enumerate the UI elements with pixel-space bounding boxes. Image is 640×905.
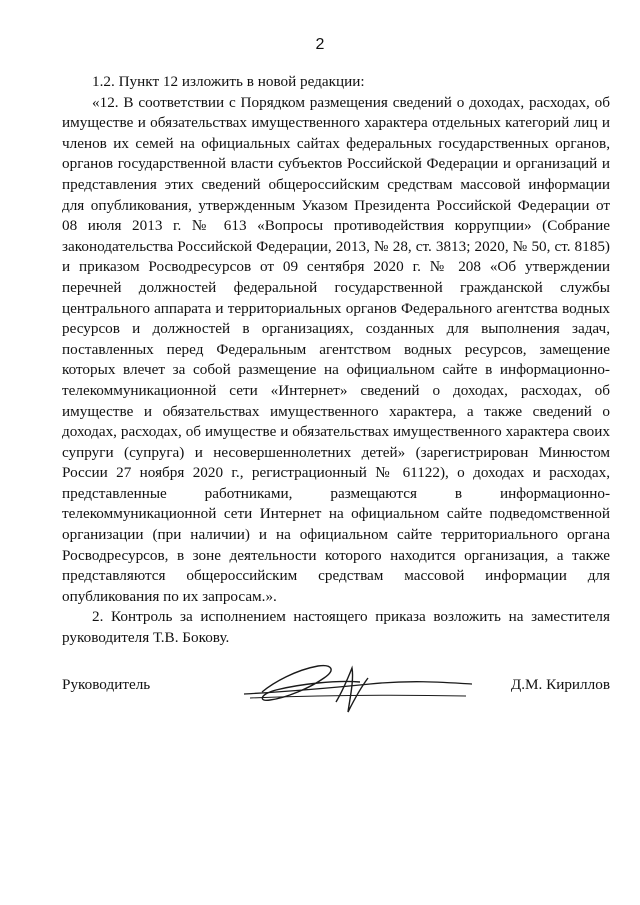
paragraph-item-1-2: 1.2. Пункт 12 изложить в новой редакции: <box>92 73 365 90</box>
paragraph-control: 2. Контроль за исполнением настоящего приказа возложить на заместителя руководителя Т.В. Бокову. <box>62 608 610 647</box>
signature-block <box>62 676 610 700</box>
paragraph-item-12-text: «12. В соответствии с Порядком размещения сведений о доходах, расходах, об имуществе и обязательствах имущественного характера отдельных категорий лиц и членов их семей на официальных сайтах федеральных государственных органов, органов государственной власти субъектов Российской Федерации и организаций и представления этих сведений общероссийским средствам массовой информации для опубликования, утвержденным Указом Президента Российской Федерации от 08 июля 2013 г. № 613 «Вопросы противодействия коррупции» (Собрание законодательства Российской Федерации, 2013, № 28, ст. 3813; 2020, № 50, ст. 8185) и приказом Росводресурсов от 09 сентября 2020 г. № 208 «Об утверждении перечней должностей федеральной государственной гражданской службы центрального аппарата и территориальных органов Федерального агентства водных ресурсов и должностей в организациях, созданных для выполнения задач, поставленных перед Федеральным агентством водных ресурсов, замещение которых влечет за собой размещение на официальном сайте в информационно-телекоммуникационной сети «Интернет» сведений о доходах, расходах, об имуществе и обязательствах имущественного характера, а также сведений о доходах, расходах, об имуществе и обязательствах имущественного характера своих супруги (супруга) и несовершеннолетних детей» (зарегистрирован Минюстом России 27 ноября 2020 г., регистрационный № 61122), о доходах и расходах, представленные работниками, размещаются в информационно-телекоммуникационной сети Интернет на официальном сайте подведомственной организации (при наличии) и на официальном сайте территориального органа Росводресурсов, в зоне деятельности которого находится организация, а также представляются общероссийским средствам массовой информации для опубликования по их запросам.». <box>62 93 610 605</box>
signatory-title: Руководитель <box>62 676 151 693</box>
page-number: 2 <box>315 36 325 53</box>
document-body <box>62 72 610 649</box>
signatory-name: Д.М. Кириллов <box>510 676 610 693</box>
